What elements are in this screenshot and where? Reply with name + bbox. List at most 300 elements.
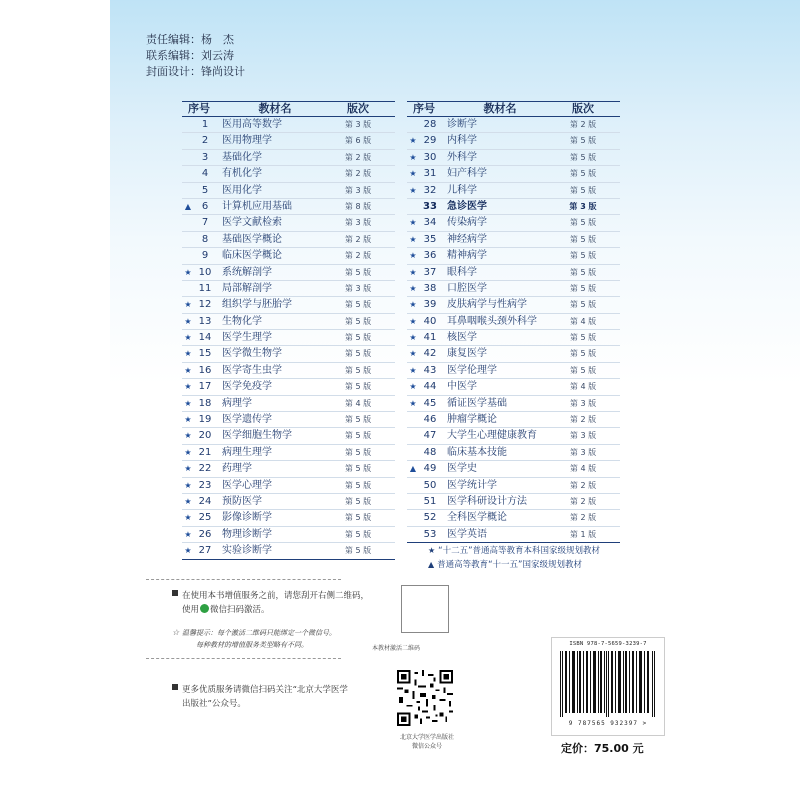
table-row — [407, 428, 620, 444]
follow-note — [182, 683, 348, 711]
row-edition: 第 5 版 — [569, 267, 597, 277]
row-number: 13 — [198, 315, 212, 327]
row-edition: 第 5 版 — [569, 152, 597, 162]
table-row — [407, 166, 620, 182]
row-edition: 第 5 版 — [569, 234, 597, 244]
star-icon: ★ — [184, 447, 192, 457]
row-mark — [182, 166, 194, 181]
row-number: 18 — [198, 397, 212, 409]
row-title: 医用高等数学 — [222, 119, 282, 130]
row-title: 肿瘤学概论 — [447, 414, 497, 426]
table-header — [407, 101, 620, 117]
star-icon: ★ — [409, 234, 417, 244]
row-number: 2 — [201, 135, 209, 147]
star-icon: ★ — [409, 152, 417, 162]
row-number: 47 — [423, 430, 437, 442]
header-name: 教材名 — [483, 102, 517, 115]
row-edition: 第 5 版 — [344, 447, 372, 457]
star-icon: ★ — [409, 316, 417, 326]
star-icon: ★ — [184, 415, 192, 425]
star-icon: ★ — [409, 283, 417, 293]
row-number: 39 — [423, 299, 437, 311]
star-icon: ★ — [184, 480, 192, 490]
table-row — [182, 314, 395, 330]
triangle-icon: ▲ — [409, 464, 417, 474]
row-number: 38 — [423, 282, 437, 294]
row-title: 康复医学 — [447, 348, 487, 360]
row-title: 基础化学 — [222, 151, 262, 163]
row-number: 9 — [201, 250, 209, 262]
row-edition: 第 5 版 — [344, 300, 372, 310]
row-number: 22 — [198, 463, 212, 475]
row-edition: 第 5 版 — [569, 300, 597, 310]
table-row — [182, 117, 395, 133]
row-edition: 第 3 版 — [344, 185, 372, 195]
row-title: 急诊医学 — [447, 200, 487, 212]
row-title: 病理学 — [222, 397, 252, 409]
row-edition: 第 5 版 — [569, 333, 597, 343]
row-number: 10 — [198, 266, 212, 278]
star-icon: ★ — [184, 267, 192, 277]
divider — [146, 658, 341, 659]
row-title: 医学微生物学 — [222, 348, 282, 360]
row-title: 精神病学 — [447, 250, 487, 262]
legend-triangle — [428, 558, 600, 572]
table-row — [407, 281, 620, 297]
service-text-2 — [182, 603, 369, 617]
row-edition: 第 5 版 — [344, 333, 372, 343]
row-title: 基础医学概论 — [222, 233, 282, 245]
legend-star — [428, 544, 600, 558]
divider — [146, 579, 341, 580]
wechat-qr-code[interactable] — [397, 670, 453, 726]
row-number: 37 — [423, 266, 437, 278]
row-title: 有机化学 — [222, 168, 262, 180]
credit-value: 锋尚设计 — [201, 65, 245, 78]
row-number: 53 — [423, 528, 437, 540]
row-title: 生物化学 — [222, 315, 262, 327]
table-row — [182, 363, 395, 379]
row-edition: 第 5 版 — [344, 316, 372, 326]
row-number: 34 — [423, 217, 437, 229]
row-number: 17 — [198, 381, 212, 393]
row-number: 46 — [423, 414, 437, 426]
table-row — [407, 510, 620, 526]
credits — [146, 32, 245, 80]
row-edition: 第 5 版 — [569, 185, 597, 195]
table-row — [182, 396, 395, 412]
table-row — [407, 215, 620, 231]
row-mark — [407, 494, 419, 509]
row-edition: 第 2 版 — [569, 480, 597, 490]
table-row — [182, 428, 395, 444]
row-number: 25 — [198, 512, 212, 524]
table-row — [182, 494, 395, 510]
star-icon: ★ — [184, 382, 192, 392]
row-edition: 第 4 版 — [569, 316, 597, 326]
row-edition: 第 2 版 — [569, 496, 597, 506]
row-number: 19 — [198, 414, 212, 426]
row-edition: 第 8 版 — [344, 201, 372, 211]
row-mark — [182, 281, 194, 296]
table-row — [182, 478, 395, 494]
row-title: 临床基本技能 — [447, 446, 507, 458]
tip-note — [172, 627, 336, 651]
row-title: 医学文献检索 — [222, 217, 282, 229]
row-edition: 第 5 版 — [344, 513, 372, 523]
table-row — [182, 150, 395, 166]
row-mark — [407, 199, 419, 214]
service-text-pre: 使用 — [182, 605, 200, 615]
table-row — [407, 396, 620, 412]
row-edition: 第 1 版 — [569, 529, 597, 539]
row-number: 52 — [423, 512, 437, 524]
star-icon: ★ — [184, 316, 192, 326]
row-title: 实验诊断学 — [222, 545, 272, 557]
row-edition: 第 5 版 — [569, 218, 597, 228]
star-icon: ★ — [184, 365, 192, 375]
wechat-caption-line: 微信公众号 — [411, 743, 442, 750]
star-icon: ★ — [184, 349, 192, 359]
row-edition: 第 5 版 — [344, 480, 372, 490]
star-icon: ★ — [409, 251, 417, 261]
row-number: 28 — [423, 119, 437, 130]
star-icon: ★ — [409, 185, 417, 195]
header-edition: 版次 — [572, 102, 594, 115]
row-edition: 第 5 版 — [569, 365, 597, 375]
row-title: 医用化学 — [222, 184, 262, 196]
legend-triangle-text: 普通高等教育“十一五”国家级规划教材 — [437, 560, 582, 570]
row-mark — [182, 183, 194, 198]
credit-editor — [146, 32, 245, 48]
row-title: 内科学 — [447, 135, 477, 147]
table-row — [407, 445, 620, 461]
activation-qr-placeholder[interactable] — [401, 585, 449, 633]
credit-label: 联系编辑： — [146, 49, 201, 62]
row-number: 44 — [423, 381, 437, 393]
star-icon: ★ — [184, 464, 192, 474]
star-icon: ★ — [184, 333, 192, 343]
row-title: 大学生心理健康教育 — [447, 430, 537, 442]
row-title: 预防医学 — [222, 495, 262, 507]
textbook-table-left — [182, 101, 395, 560]
row-title: 临床医学概论 — [222, 250, 282, 262]
back-cover — [110, 0, 800, 800]
star-icon: ★ — [409, 333, 417, 343]
row-mark — [407, 510, 419, 525]
tip-line-1: 温馨提示：每个激活二维码只能绑定一个微信号。 — [182, 629, 336, 637]
row-title: 外科学 — [447, 151, 477, 163]
row-title: 医学史 — [447, 463, 477, 475]
row-edition: 第 5 版 — [569, 136, 597, 146]
table-row — [407, 183, 620, 199]
row-title: 神经病学 — [447, 233, 487, 245]
isbn-barcode-box — [551, 637, 665, 736]
row-edition: 第 4 版 — [569, 464, 597, 474]
row-edition: 第 5 版 — [569, 169, 597, 179]
star-icon: ★ — [409, 169, 417, 179]
row-title: 眼科学 — [447, 266, 477, 278]
header-no: 序号 — [188, 102, 210, 115]
row-edition: 第 5 版 — [344, 267, 372, 277]
row-title: 全科医学概论 — [447, 512, 507, 524]
table-row — [407, 478, 620, 494]
table-row — [182, 510, 395, 526]
row-title: 医学英语 — [447, 528, 487, 540]
credit-value: 杨 杰 — [201, 33, 234, 46]
row-number: 31 — [423, 168, 437, 180]
row-title: 儿科学 — [447, 184, 477, 196]
row-number: 51 — [423, 495, 437, 507]
table-row — [407, 494, 620, 510]
table-row — [407, 363, 620, 379]
star-icon: ★ — [409, 300, 417, 310]
bullet-icon — [172, 590, 178, 596]
follow-text-1: 更多优质服务请微信扫码关注“北京大学医学 — [182, 685, 348, 695]
row-title: 医学细胞生物学 — [222, 430, 292, 442]
row-number: 23 — [198, 479, 212, 491]
row-edition: 第 3 版 — [344, 120, 372, 129]
row-number: 24 — [198, 495, 212, 507]
row-number: 33 — [423, 200, 437, 212]
row-title: 妇产科学 — [447, 168, 487, 180]
row-number: 50 — [423, 479, 437, 491]
star-icon: ★ — [409, 365, 417, 375]
triangle-icon: ▲ — [428, 560, 435, 569]
row-title: 核医学 — [447, 332, 477, 344]
table-row — [407, 150, 620, 166]
row-title: 系统解剖学 — [222, 266, 272, 278]
row-title: 医学统计学 — [447, 479, 497, 491]
row-number: 29 — [423, 135, 437, 147]
row-edition: 第 5 版 — [344, 349, 372, 359]
service-note — [182, 589, 369, 617]
row-number: 30 — [423, 151, 437, 163]
wechat-caption-line: 北京大学医学出版社 — [399, 734, 454, 741]
row-number: 41 — [423, 332, 437, 344]
row-number: 49 — [423, 463, 437, 475]
row-number: 5 — [201, 184, 209, 196]
star-icon: ★ — [184, 496, 192, 506]
row-edition: 第 2 版 — [344, 234, 372, 244]
table-row — [182, 297, 395, 313]
row-mark — [407, 445, 419, 460]
table-row — [182, 133, 395, 149]
row-number: 1 — [201, 119, 209, 130]
row-title: 诊断学 — [447, 119, 477, 130]
service-text-1: 在使用本书增值服务之前，请您刮开右侧二维码， — [182, 591, 370, 601]
row-edition: 第 6 版 — [344, 136, 372, 146]
row-edition: 第 2 版 — [569, 513, 597, 523]
table-row — [182, 183, 395, 199]
row-edition: 第 3 版 — [569, 431, 597, 441]
row-edition: 第 5 版 — [569, 251, 597, 261]
row-edition: 第 3 版 — [569, 201, 597, 211]
row-edition: 第 3 版 — [344, 218, 372, 228]
row-edition: 第 3 版 — [569, 398, 597, 408]
service-text-post: 微信扫码激活。 — [210, 605, 270, 615]
row-edition: 第 2 版 — [569, 120, 597, 129]
star-icon: ★ — [184, 431, 192, 441]
row-title: 医学寄生虫学 — [222, 364, 282, 376]
table-row — [182, 527, 395, 543]
legend-star-text: “十二五”普通高等教育本科国家级规划教材 — [438, 546, 600, 556]
credit-value: 刘云涛 — [201, 49, 234, 62]
row-edition: 第 5 版 — [344, 464, 372, 474]
star-icon: ★ — [184, 546, 192, 556]
row-mark — [182, 232, 194, 247]
star-icon: ★ — [184, 513, 192, 523]
row-mark — [182, 215, 194, 230]
row-mark — [407, 527, 419, 542]
table-row — [182, 412, 395, 428]
table-row — [182, 199, 395, 215]
row-title: 计算机应用基础 — [222, 200, 292, 212]
table-row — [407, 314, 620, 330]
row-edition: 第 5 版 — [344, 365, 372, 375]
row-title: 物理诊断学 — [222, 528, 272, 540]
row-edition: 第 2 版 — [344, 169, 372, 179]
header-name: 教材名 — [258, 102, 292, 115]
row-edition: 第 5 版 — [344, 496, 372, 506]
isbn-label: ISBN 978-7-5659-3239-7 — [569, 641, 647, 647]
row-mark — [407, 412, 419, 427]
row-mark — [407, 117, 419, 132]
row-mark — [407, 428, 419, 443]
row-title: 医学心理学 — [222, 479, 272, 491]
credit-label: 责任编辑： — [146, 33, 201, 46]
table-row — [182, 232, 395, 248]
star-icon: ★ — [409, 218, 417, 228]
row-edition: 第 2 版 — [344, 251, 372, 261]
activation-qr-caption: 本教材激活二维码 — [372, 645, 421, 652]
star-icon: ☆ — [172, 628, 180, 637]
table-row — [407, 379, 620, 395]
table-header — [182, 101, 395, 117]
table-row — [407, 412, 620, 428]
row-edition: 第 3 版 — [344, 283, 372, 293]
row-number: 4 — [201, 168, 209, 180]
row-number: 20 — [198, 430, 212, 442]
row-mark — [182, 133, 194, 148]
table-row — [182, 215, 395, 231]
row-mark — [182, 248, 194, 263]
table-row — [182, 248, 395, 264]
row-number: 36 — [423, 250, 437, 262]
row-number: 14 — [198, 332, 212, 344]
textbook-table-right — [407, 101, 620, 543]
row-edition: 第 4 版 — [569, 382, 597, 392]
row-title: 局部解剖学 — [222, 282, 272, 294]
isbn-digits: 9 787565 932397 > — [568, 720, 648, 727]
row-title: 医学科研设计方法 — [447, 495, 527, 507]
row-number: 8 — [201, 233, 209, 245]
table-row — [182, 166, 395, 182]
row-number: 3 — [201, 151, 209, 163]
row-title: 口腔医学 — [447, 282, 487, 294]
header-no: 序号 — [413, 102, 435, 115]
wechat-icon — [200, 604, 209, 613]
row-mark — [407, 478, 419, 493]
star-icon: ★ — [409, 398, 417, 408]
row-edition: 第 3 版 — [569, 447, 597, 457]
row-edition: 第 4 版 — [344, 398, 372, 408]
header-edition: 版次 — [347, 102, 369, 115]
row-edition: 第 5 版 — [344, 529, 372, 539]
row-number: 42 — [423, 348, 437, 360]
row-edition: 第 5 版 — [569, 349, 597, 359]
row-number: 26 — [198, 528, 212, 540]
table-row — [407, 330, 620, 346]
star-icon: ★ — [409, 267, 417, 277]
follow-text-2: 出版社”公众号。 — [182, 699, 246, 709]
table-row — [182, 346, 395, 362]
table-row — [407, 265, 620, 281]
row-number: 16 — [198, 364, 212, 376]
row-edition: 第 5 版 — [569, 283, 597, 293]
row-edition: 第 5 版 — [344, 546, 372, 556]
table-row — [407, 117, 620, 133]
row-title: 耳鼻咽喉头颈外科学 — [447, 315, 537, 327]
row-title: 病理生理学 — [222, 446, 272, 458]
table-row — [182, 265, 395, 281]
row-title: 医学伦理学 — [447, 364, 497, 376]
table-row — [407, 461, 620, 477]
row-number: 32 — [423, 184, 437, 196]
table-row — [182, 330, 395, 346]
bullet-icon — [172, 684, 178, 690]
row-title: 循证医学基础 — [447, 397, 507, 409]
row-title: 传染病学 — [447, 217, 487, 229]
row-title: 医用物理学 — [222, 135, 272, 147]
row-number: 6 — [201, 200, 209, 212]
credit-label: 封面设计： — [146, 65, 201, 78]
credit-liaison — [146, 48, 245, 64]
table-row — [182, 379, 395, 395]
table-row — [407, 133, 620, 149]
credit-designer — [146, 64, 245, 80]
table-row — [182, 281, 395, 297]
row-edition: 第 5 版 — [344, 431, 372, 441]
table-body-right — [407, 117, 620, 543]
table-body-left — [182, 117, 395, 560]
tip-line-2: 每种教材的增值服务类型略有不同。 — [196, 641, 308, 649]
row-number: 43 — [423, 364, 437, 376]
star-icon: ★ — [428, 546, 436, 555]
table-row — [182, 461, 395, 477]
table-row — [182, 445, 395, 461]
star-icon: ★ — [409, 136, 417, 146]
row-title: 中医学 — [447, 381, 477, 393]
row-mark — [182, 117, 194, 132]
triangle-icon: ▲ — [184, 201, 192, 211]
row-edition: 第 5 版 — [344, 382, 372, 392]
row-title: 药理学 — [222, 463, 252, 475]
row-number: 7 — [201, 217, 209, 229]
row-number: 35 — [423, 233, 437, 245]
table-row — [407, 527, 620, 543]
row-mark — [182, 150, 194, 165]
star-icon: ★ — [184, 529, 192, 539]
table-row — [407, 297, 620, 313]
row-title: 医学生理学 — [222, 332, 272, 344]
legend — [428, 544, 600, 572]
row-number: 15 — [198, 348, 212, 360]
row-number: 11 — [198, 282, 212, 294]
table-row — [407, 346, 620, 362]
barcode-icon — [560, 651, 656, 717]
row-number: 48 — [423, 446, 437, 458]
